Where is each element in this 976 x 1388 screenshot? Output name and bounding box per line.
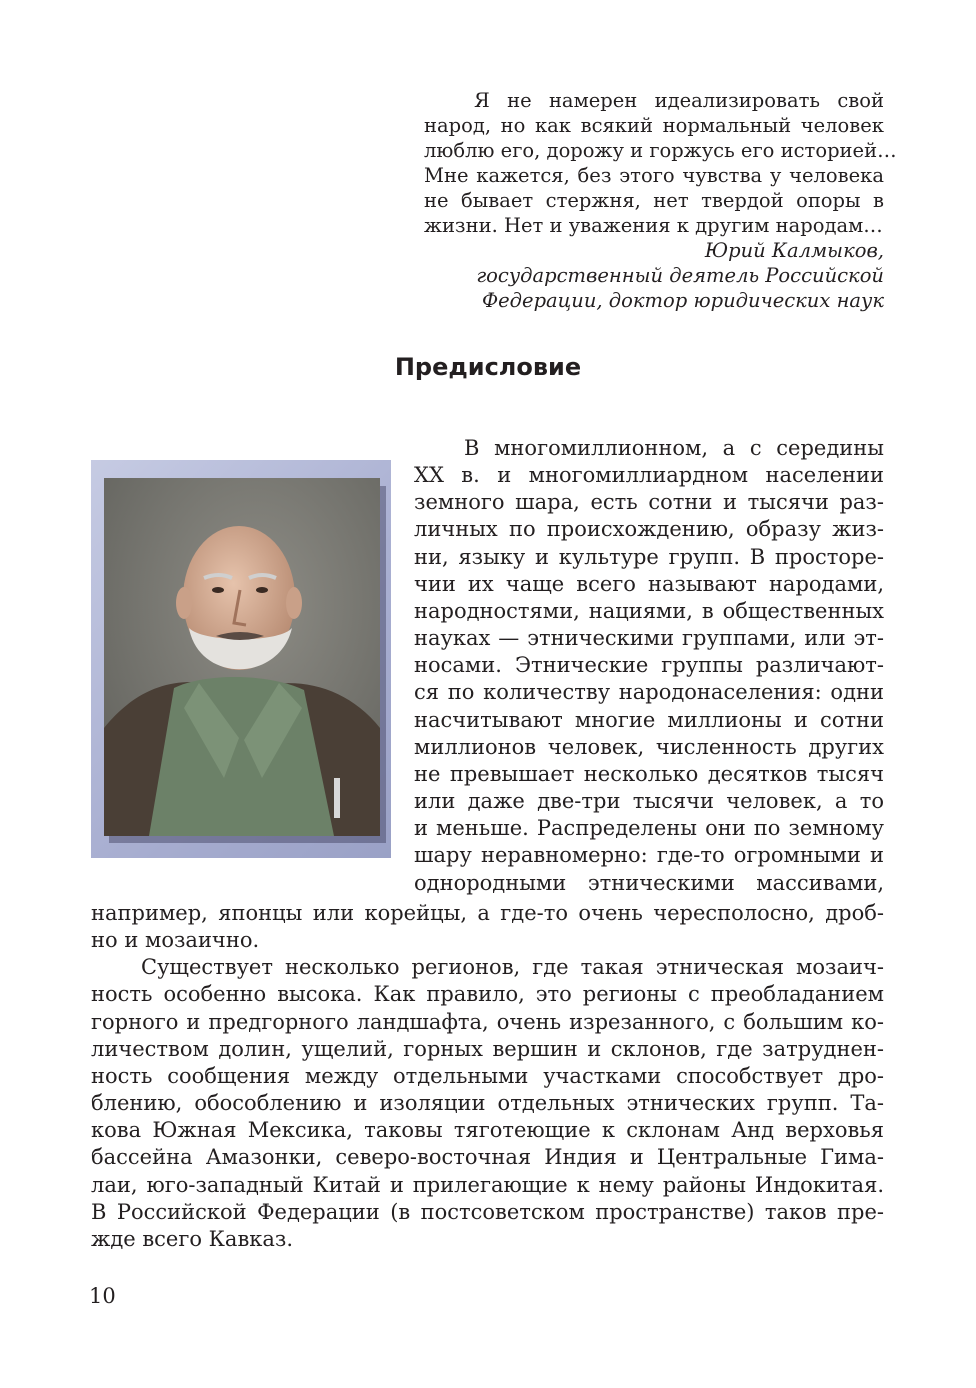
text-line: ность сообщения между отдельными участками способствует дро- xyxy=(91,1063,884,1088)
text-line: шару неравномерно: где-то огромными и xyxy=(414,843,884,868)
text-line: бассейна Амазонки, северо-восточная Индия и Центральные Гима- xyxy=(91,1145,884,1170)
text-line: лаи, юго-западный Китай и прилегающие к нему районы Индокитая. xyxy=(91,1172,884,1197)
preface-column-text xyxy=(414,435,884,897)
text-line: блению, обособлению и изоляции отдельных этнических групп. Та- xyxy=(91,1091,884,1116)
text-line: чии их чаще всего называют народами, xyxy=(414,571,884,596)
text-line: В многомиллионном, а с середины xyxy=(464,436,884,460)
epigraph-line: не бывает стержня, нет твердой опоры в xyxy=(424,189,884,212)
epigraph-line: народ, но как всякий нормальный человек xyxy=(424,114,884,137)
text-line: однородными этническими массивами, xyxy=(414,870,884,895)
portrait-illustration xyxy=(104,478,380,836)
epigraph-line: Мне кажется, без этого чувства у человека xyxy=(424,164,884,187)
text-line: миллионов человек, численность других xyxy=(414,734,884,759)
text-line: например, японцы или корейцы, а где-то очень чересполосно, дроб- xyxy=(91,901,884,925)
text-line: В Российской Федерации (в постсоветском пространстве) таков пре- xyxy=(91,1199,884,1224)
text-line: ся по количеству народонаселения: одни xyxy=(414,680,884,705)
text-line: или даже две-три тысячи человек, а то xyxy=(414,789,884,814)
text-line: но и мозаично. xyxy=(91,928,260,953)
text-line: личных по происхождению, образу жиз- xyxy=(414,517,884,542)
text-line: ность особенно высока. Как правило, это регионы с преобладанием xyxy=(91,982,884,1007)
epigraph xyxy=(424,88,897,313)
text-line: насчитывают многие миллионы и сотни xyxy=(414,707,884,732)
epigraph-author-title: государственный деятель Российской xyxy=(476,264,884,287)
text-line: науках — этническими группами, или эт- xyxy=(414,626,884,651)
text-line: горного и предгорного ландшафта, очень изрезанного, с большим ко- xyxy=(91,1009,884,1034)
epigraph-author-title: Федерации, доктор юридических наук xyxy=(481,289,884,312)
text-line: земного шара, есть сотни и тысячи раз- xyxy=(414,490,884,515)
text-line: жде всего Кавказ. xyxy=(91,1226,294,1251)
text-line: Существует несколько регионов, где такая этническая мозаич- xyxy=(141,955,884,980)
epigraph-author: Юрий Калмыков, xyxy=(704,239,884,262)
portrait-photo xyxy=(104,478,380,836)
text-line: носами. Этнические группы различают- xyxy=(414,653,884,678)
page-title: Предисловие xyxy=(394,353,582,381)
epigraph-line: Я не намерен идеализировать свой xyxy=(474,89,884,112)
preface-full-text xyxy=(91,900,884,1253)
epigraph-line: люблю его, дорожу и горжусь его историей… xyxy=(424,139,897,162)
text-line: ни, языку и культуре групп. В просторе- xyxy=(414,544,884,569)
text-line: личеством долин, ущелий, горных вершин и склонов, где затруднен- xyxy=(91,1036,884,1061)
text-line: XX в. и многомиллиардном населении xyxy=(414,463,884,488)
text-line: народностями, нациями, в общественных xyxy=(414,598,884,623)
text-line: кова Южная Мексика, таковы тяготеющие к склонам Анд верховья xyxy=(91,1118,884,1143)
text-line: и меньше. Распределены они по земному xyxy=(414,816,884,841)
page-number: 10 xyxy=(89,1284,116,1308)
epigraph-line: жизни. Нет и уважения к другим народам… xyxy=(424,214,883,237)
text-line: не превышает несколько десятков тысяч xyxy=(414,761,884,786)
